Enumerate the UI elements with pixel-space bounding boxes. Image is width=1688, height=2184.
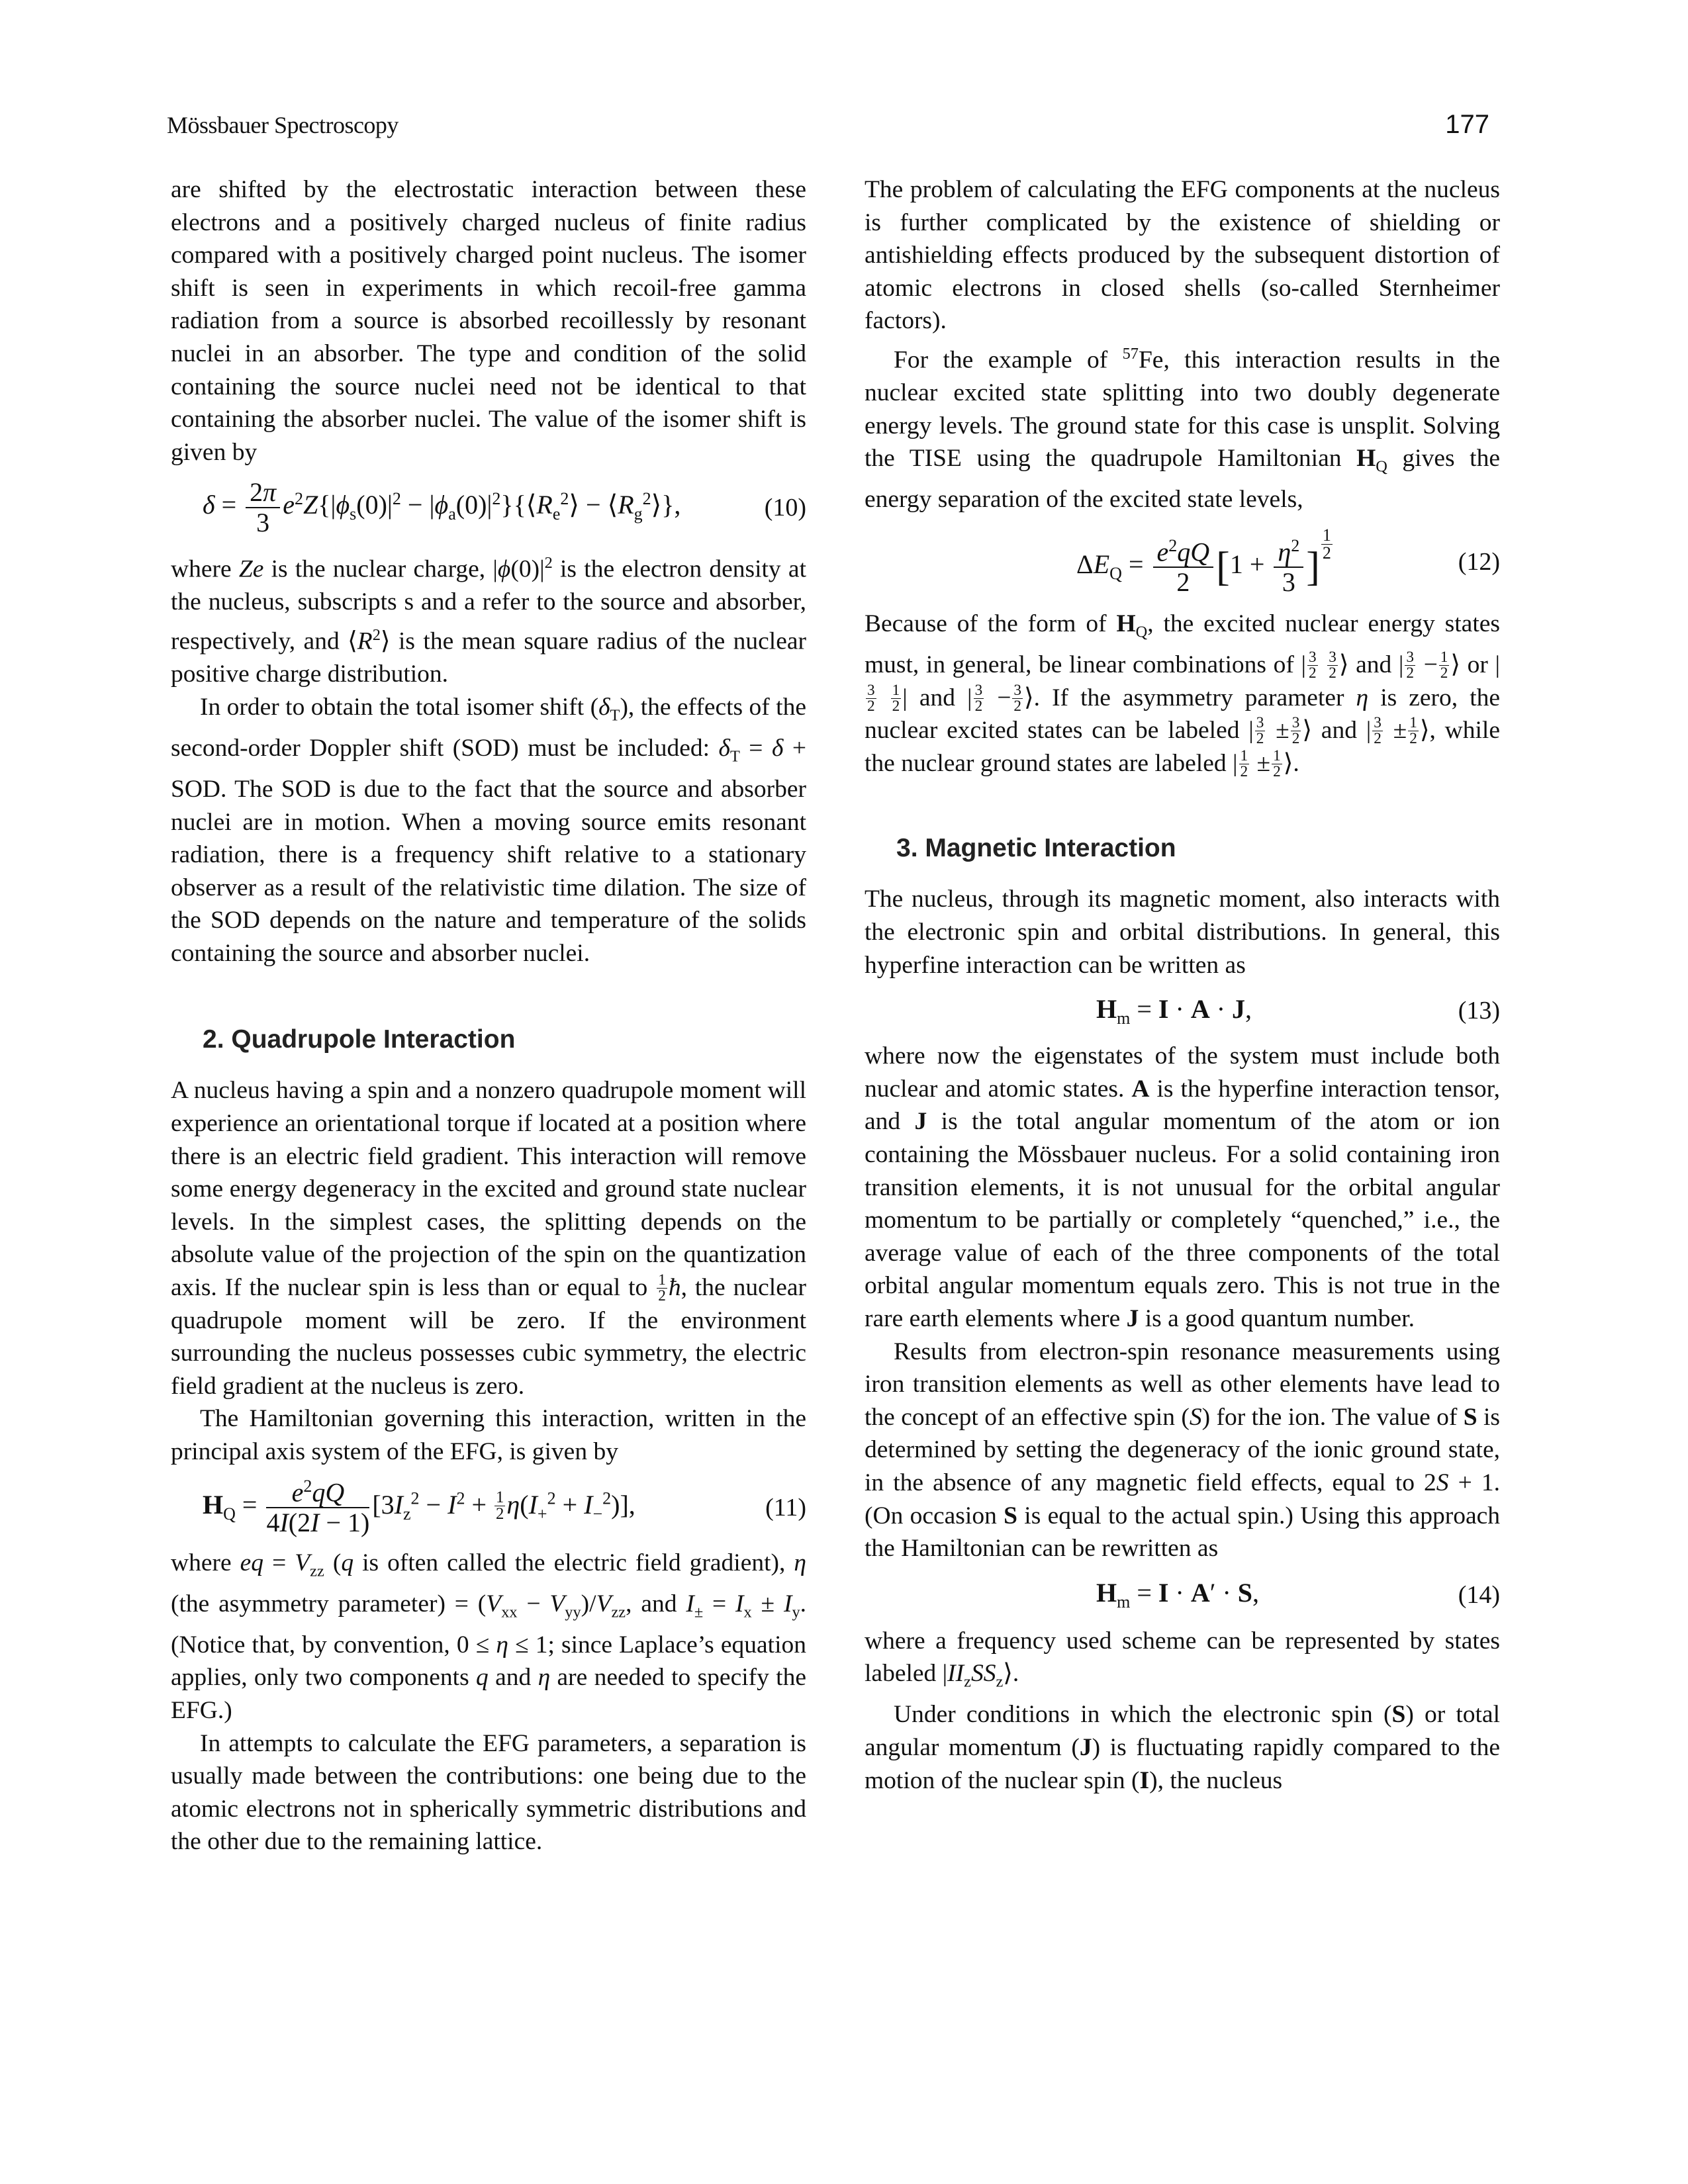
equation-number: (10) (764, 494, 806, 522)
equation-10: δ = $\frac{2\pi}{3}$ $e^2Z\{|\phi_s(0)|^2$ − $|\phi_a(0)|^2\}\{⟨R_e^2⟩$ − $⟨R_g^2⟩$}, (10) (203, 477, 806, 538)
paragraph: For the example of $^{57}$Fe, this interaction results in the nuclear excited state splitting into two doubly degenerate energy levels. The ground state for this case is unsplit. Solving the TISE using the quadrupole Hamiltonian $H_Q$ gives the energy separation of the excited state levels, (865, 344, 1500, 514)
paragraph: In attempts to calculate the EFG parameters, a separation is usually made between the contributions: one being due to the atomic electrons not in spherically symmetric distributions and the other due to the remaining lattice. (171, 1729, 806, 1856)
equation-12: $\Delta E_Q$ = $\frac{e^2qQ}{2}$ [1 + $\frac{\eta^2}{3}$ ] $^{\frac{1}{2}}$ (12) (1076, 525, 1500, 598)
paragraph: where eq = $V_{zz}$ (q is often called the electric field gradient), η (the asymmetry parameter) = $(V_{xx} - V_{yy})/V_{zz}$, and $I_\pm = I_x \pm I_y$. (Notice that, by convention, 0 ≤ η ≤ 1; since Laplace’s equation applies, only two components q and η are needed to specify the EFG.) (171, 1549, 807, 1724)
left-column (171, 173, 806, 1858)
equation-number: (11) (765, 1493, 806, 1522)
right-column (865, 173, 1500, 1797)
equation-number: (13) (1458, 997, 1500, 1025)
section-heading: 2. Quadrupole Interaction (203, 1025, 516, 1054)
paragraph: Under conditions in which the electronic spin (S) or total angular momentum (J) is fluctuating rapidly compared to the motion of the nuclear spin (I), the nucleus (865, 1701, 1500, 1794)
paragraph: In order to obtain the total isomer shift $(\delta_T)$, the effects of the second-order Doppler shift (SOD) must be included: $\delta_T = \delta$ + SOD. The SOD is due to the fact that the source and absorber nuclei are in motion. When a moving source emits resonant radiation, there is a frequency shift relative to a stationary observer as a result of the relativistic time dilation. The size of the SOD depends on the nature and temperature of the solids containing the source and absorber nuclei. (171, 693, 807, 967)
equation-14: $H_m = I \cdot A' \cdot S$, (14) (1096, 1578, 1500, 1612)
running-head: Mössbauer Spectroscopy (167, 112, 399, 138)
paragraph: where now the eigenstates of the system must include both nuclear and atomic states. A is the hyperfine interaction tensor, and J is the total angular momentum of the atom or ion containing the Mössbauer nucleus. For a solid containing iron transition elements, it is not unusual for the orbital angular momentum to be partially or completely “quenched,” i.e., the average value of each of the three components of the total orbital angular momentum equals zero. This is not true in the rare earth elements where J is a good quantum number. (865, 1042, 1500, 1332)
paragraph: Because of the form of $H_Q$, the excited nuclear energy states must, in general, be linear combinations of | $\frac{3}{2}$ $\frac{3}{2}$ ⟩ and | $\frac{3}{2}$ − $\frac{1}{2}$ ⟩ or | $\frac{3}{2}$ $\frac{1}{2}$ | and | $\frac{3}{2}$ − $\frac{3}{2}$ ⟩. If the asymmetry parameter η is zero, the nuclear excited states can be labeled | $\frac{3}{2}$ ± $\frac{3}{2}$ ⟩ and | $\frac{3}{2}$ ± $\frac{1}{2}$ ⟩, while the nuclear ground states are labeled | $\frac{1}{2}$ ± $\frac{1}{2}$ ⟩. (865, 610, 1501, 780)
paragraph: The nucleus, through its magnetic moment, also interacts with the electronic spin and orbital distributions. In general, this hyperfine interaction can be written as (865, 886, 1500, 979)
paragraph: A nucleus having a spin and a nonzero quadrupole moment will experience an orientational torque if located at a position where there is an electric field gradient. This interaction will remove some energy degeneracy in the excited and ground state nuclear levels. In the simplest cases, the splitting depends on the absolute value of the projection of the spin on the quantization axis. If the nuclear spin is less than or equal to $\frac{1}{2}$ ħ, the nuclear quadrupole moment will be zero. If the environment surrounding the nucleus possesses cubic symmetry, the electric field gradient at the nucleus is zero. (171, 1077, 806, 1400)
paragraph: where Ze is the nuclear charge, $|\phi(0)|^2$ is the electron density at the nucleus, subscripts s and a refer to the source and absorber, respectively, and $⟨R^2⟩$ is the mean square radius of the nuclear positive charge distribution. (171, 554, 807, 688)
paragraph: are shifted by the electrostatic interaction between these electrons and a positively charged nucleus of finite radius compared with a positively charged point nucleus. The isomer shift is seen in experiments in which recoil-free gamma radiation from a source is absorbed recoillessly by resonant nuclei in an absorber. The type and condition of the solid containing the source nuclei need not be identical to that containing the absorber nuclei. The value of the isomer shift is given by (171, 176, 806, 466)
paragraph: The problem of calculating the EFG components at the nucleus is further complicated by the existence of shielding or antishielding effects produced by the subsequent distortion of atomic electrons in closed shells (so-called Sternheimer factors). (865, 176, 1500, 335)
paragraph: where a frequency used scheme can be represented by states labeled $|II_zSS_z⟩$. (865, 1627, 1500, 1691)
equation-number: (14) (1458, 1580, 1500, 1609)
equation-number: (12) (1458, 547, 1500, 576)
section-heading: 3. Magnetic Interaction (896, 834, 1176, 863)
paragraph: The Hamiltonian governing this interaction, written in the principal axis system of the EFG, is given by (171, 1405, 806, 1465)
paragraph: Results from electron-spin resonance measurements using iron transition elements as well as other elements have lead to the concept of an effective spin (S) for the ion. The value of S is determined by setting the degeneracy of the ionic ground state, in the absence of any magnetic field effects, equal to 2S + 1. (On occasion S is equal to the actual spin.) Using this approach the Hamiltonian can be rewritten as (865, 1338, 1500, 1563)
equation-13: $H_m = I \cdot A \cdot J$, (13) (1096, 993, 1500, 1028)
page-number: 177 (1445, 110, 1489, 139)
equation-11: $H_Q$ = $\frac{e^2qQ}{4I(2I - 1)}$ [$3I_z^2 - I^2$ + $\frac{1}{2}$ $\eta(I_+^2 + I_-^2)$], (11) (203, 1476, 806, 1538)
